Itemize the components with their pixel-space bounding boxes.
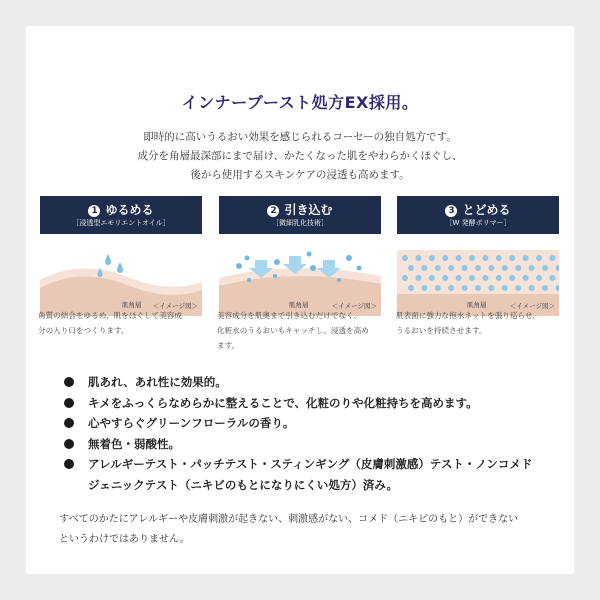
step-header: [219, 196, 381, 234]
step-illustration-draw-in: [219, 246, 381, 316]
bullet-dot-icon: [64, 377, 74, 387]
step-title-text: 引き込む: [284, 203, 333, 217]
water-dot: [523, 255, 529, 261]
step-description-line: ます。: [217, 341, 240, 350]
water-dot: [462, 265, 468, 271]
step-loosen: [40, 196, 202, 316]
water-dot: [515, 285, 521, 291]
step-draw-in: [219, 196, 381, 316]
water-dot: [542, 265, 548, 271]
water-dot: [502, 285, 508, 291]
water-dot: [509, 255, 515, 261]
water-dot: [442, 275, 448, 281]
step-illustration-loosen: [40, 246, 202, 316]
water-dot: [408, 285, 414, 291]
water-dot: [415, 255, 421, 261]
step-description: [38, 308, 202, 338]
water-dot: [488, 285, 494, 291]
water-dot: [402, 275, 408, 281]
step-title: [40, 196, 202, 218]
water-dot: [421, 285, 427, 291]
water-dot: [408, 265, 414, 271]
step-description-line: 肌表面に強力な抱水ネットを張り巡らせ、: [396, 311, 540, 320]
water-dot: [542, 285, 548, 291]
bullet-dot-icon: [64, 439, 74, 449]
step-retain: [397, 196, 559, 316]
step-description-line: うるおいを持続させます。: [396, 326, 487, 335]
image-note: ＜イメージ図＞: [331, 302, 377, 310]
water-dot: [469, 275, 475, 281]
water-dot: [475, 265, 481, 271]
water-dot: [482, 255, 488, 261]
step-title-text: ゆるめる: [105, 203, 154, 217]
water-dot: [482, 275, 488, 281]
water-dot: [515, 265, 521, 271]
water-dot: [536, 255, 542, 261]
water-dot: [448, 285, 454, 291]
water-dot: [529, 285, 535, 291]
water-dot: [421, 265, 427, 271]
step-number: 2: [267, 205, 279, 217]
water-dot: [509, 275, 515, 281]
water-dot: [415, 275, 421, 281]
water-dot: [435, 265, 441, 271]
water-dot: [488, 265, 494, 271]
product-info-card: [26, 26, 574, 574]
water-dot: [496, 255, 502, 261]
step-title-text: とどめる: [462, 203, 511, 217]
step-description-line: 化粧水のうるおいもキャッチし、浸透を高め: [217, 326, 369, 335]
step-description-line: 角質の結合をゆるめ、肌をほぐして美容成: [38, 311, 182, 320]
water-dot: [429, 255, 435, 261]
step-number: 3: [445, 205, 457, 217]
water-dot: [502, 265, 508, 271]
feature-item: 無着色・弱酸性。: [62, 434, 562, 455]
water-dot: [496, 275, 502, 281]
step-description: [396, 308, 560, 338]
image-note: ＜イメージ図＞: [152, 302, 198, 310]
water-dot: [435, 285, 441, 291]
water-dot: [456, 275, 462, 281]
water-dot: [469, 255, 475, 261]
step-number: 1: [88, 205, 100, 217]
step-illustration-retain: [397, 246, 559, 316]
step-title: [397, 196, 559, 218]
water-dot: [523, 275, 529, 281]
step-header: [397, 196, 559, 234]
skin-layer-label: 肌角層: [122, 301, 142, 309]
step-subtitle: ［W 発酵ポリマー］: [445, 219, 511, 227]
water-dot: [529, 265, 535, 271]
intro-line: 即時的に高いうるおい効果を感じられるコーセーの独自処方です。: [143, 131, 457, 143]
water-dot: [442, 255, 448, 261]
water-dot: [549, 255, 555, 261]
feature-item: キメをふっくらなめらかに整えることで、化粧のりや化粧持ちを高めます。: [62, 393, 562, 414]
step-subtitle: ［浸透型エモリエントオイル］: [72, 219, 170, 227]
water-dot: [429, 275, 435, 281]
step-description-line: 美容成分を肌奥まで引き込むだけでなく、: [217, 311, 362, 320]
intro-line: 成分を角層最深部にまで届け、かたくなった肌をやわらかくほぐし、: [137, 150, 463, 162]
water-dot: [549, 275, 555, 281]
bullet-dot-icon: [64, 418, 74, 428]
skin-layer-label: 肌角層: [289, 301, 309, 309]
feature-item: アレルギーテスト・パッチテスト・スティンギング（皮膚刺激感）テスト・ノンコメド ジェニックテスト（ニキビのもとになりにくい処方）済み。: [62, 454, 562, 495]
step-subtitle: ［微細乳化技術］: [272, 219, 328, 227]
feature-item: 心やすらぐグリーンフローラルの香り。: [62, 413, 562, 434]
step-description-line: 分の入り口をつくります。: [38, 326, 129, 335]
intro-text: [26, 128, 574, 185]
skin-layer-label: 肌角層: [467, 301, 487, 309]
disclaimer-line: すべてのかたにアレルギーや皮膚刺激が起きない、刺激感がない、コメド（ニキビのもと）ができない: [59, 514, 519, 525]
water-dot: [402, 255, 408, 261]
page-title: インナーブースト処方EX採用。: [181, 93, 419, 112]
water-dot: [456, 255, 462, 261]
image-note: ＜イメージ図＞: [509, 302, 555, 310]
step-description: [217, 308, 381, 353]
water-dot: [475, 285, 481, 291]
feature-item-continuation: ジェニックテスト（ニキビのもとになりにくい処方）済み。: [88, 477, 399, 492]
disclaimer-note: [59, 510, 559, 550]
bullet-dot-icon: [64, 459, 74, 469]
intro-line: 後から使用するスキンケアの浸透も高めます。: [190, 169, 410, 181]
step-title: [219, 196, 381, 218]
water-dot: [536, 275, 542, 281]
disclaimer-line: というわけではありません。: [59, 534, 190, 545]
feature-item: 肌あれ、あれ性に効果的。: [62, 372, 562, 393]
bullet-dot-icon: [64, 398, 74, 408]
water-dot: [462, 285, 468, 291]
water-dot: [448, 265, 454, 271]
feature-list: [62, 372, 562, 495]
step-header: [40, 196, 202, 234]
